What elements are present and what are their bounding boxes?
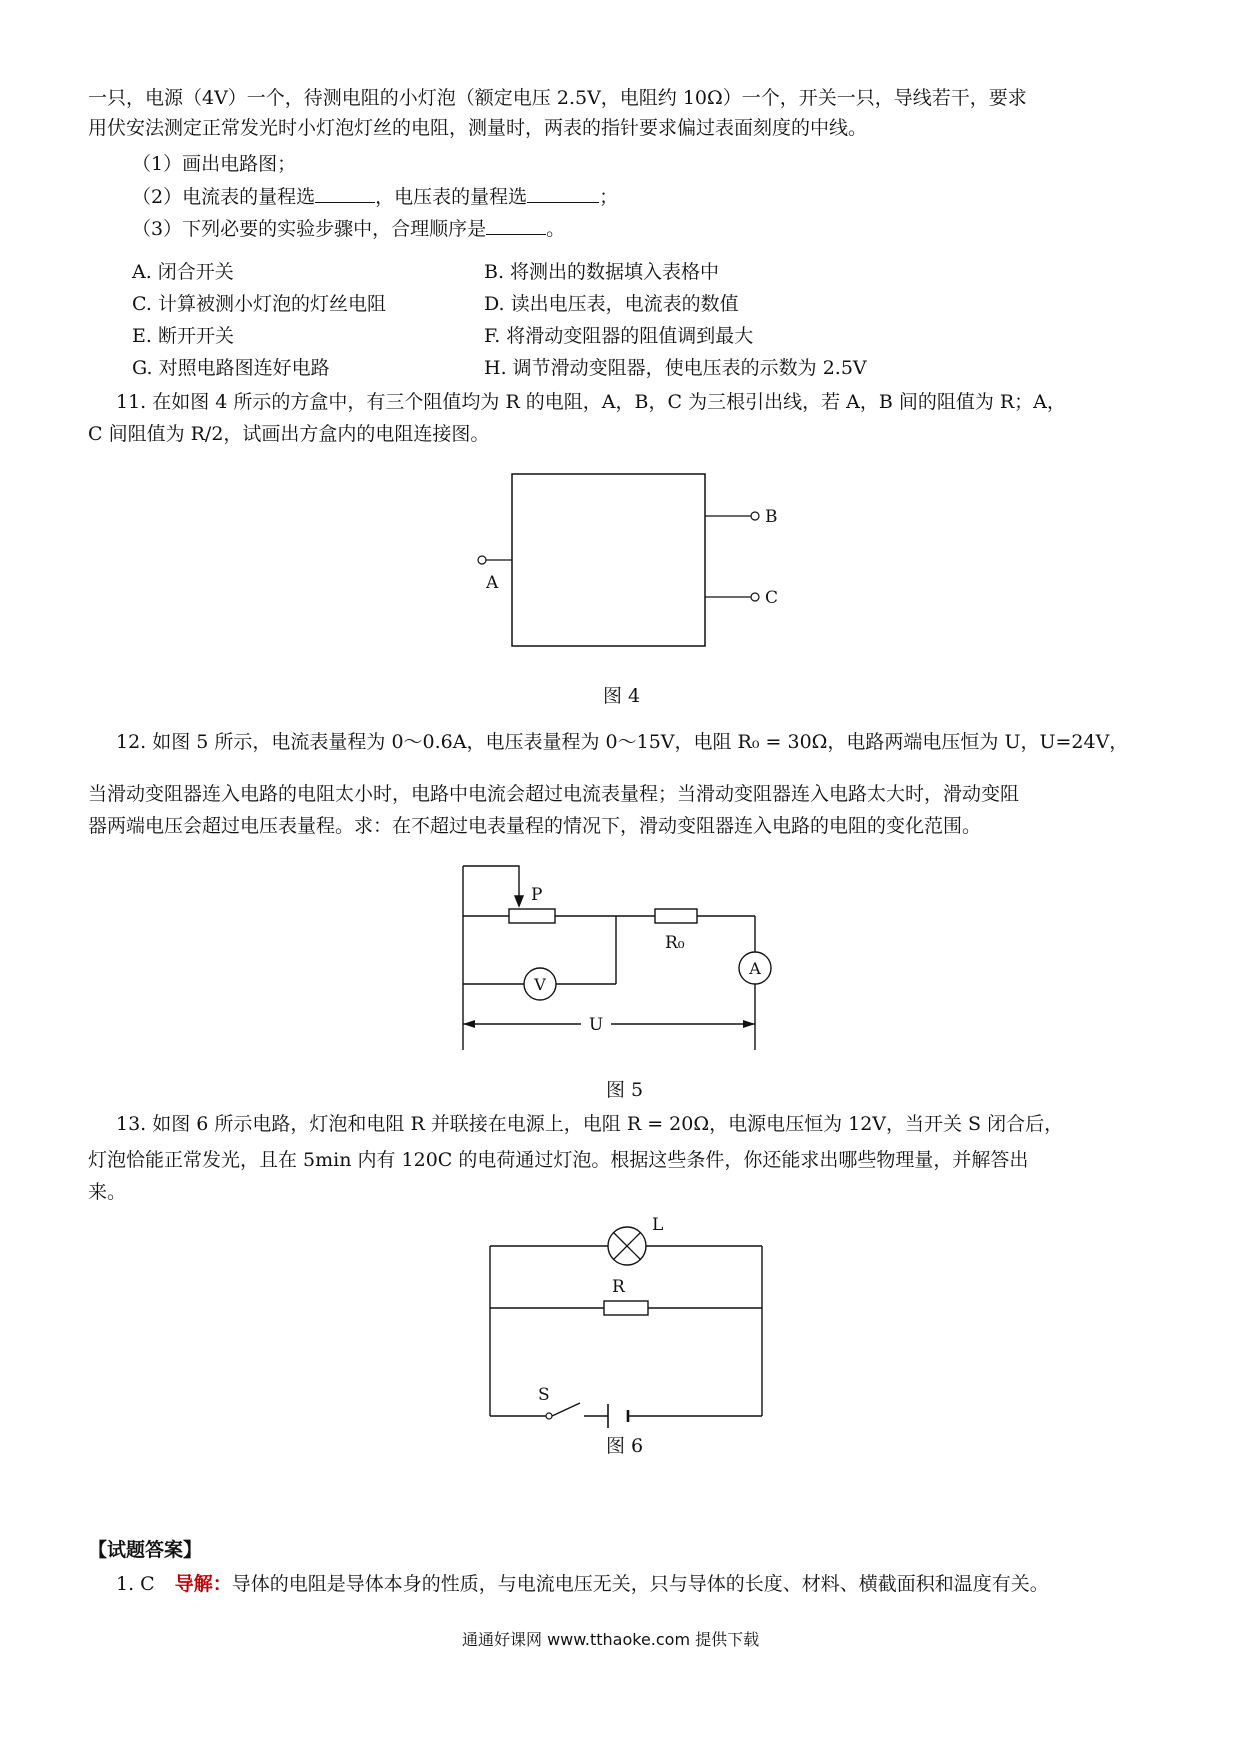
voltage-range-blank xyxy=(527,184,599,203)
answers-heading: 【试题答案】 xyxy=(88,1539,203,1561)
lamp xyxy=(608,1227,646,1265)
label-b: B xyxy=(765,507,778,527)
answer-1-tag: 导解： xyxy=(174,1573,232,1595)
answer-1 xyxy=(116,1572,1049,1596)
part-3-text-b: 。 xyxy=(546,218,566,240)
part-2-text-c: ； xyxy=(599,186,619,208)
figure-5 xyxy=(455,860,775,1060)
label-a: A xyxy=(749,959,761,978)
terminal-a xyxy=(478,556,486,564)
switch-pivot xyxy=(546,1413,552,1419)
step-b: B. 将测出的数据填入表格中 xyxy=(484,261,720,283)
order-blank xyxy=(486,216,546,235)
resistor-r0 xyxy=(655,909,697,923)
q12-line-3: 器两端电压会超过电压表量程。求：在不超过电表量程的情况下，滑动变阻器连入电路的电阻的变化范围。 xyxy=(88,815,982,837)
label-p: P xyxy=(531,885,543,905)
part-3 xyxy=(132,216,565,241)
terminal-c xyxy=(751,593,759,601)
current-range-blank xyxy=(315,184,375,203)
intro-line-2: 用伏安法测定正常发光时小灯泡灯丝的电阻，测量时，两表的指针要求偏过表面刻度的中线。 xyxy=(88,117,868,139)
step-c: C. 计算被测小灯泡的灯丝电阻 xyxy=(132,293,386,315)
footer: 通通好课网 www.tthaoke.com 提供下载 xyxy=(462,1630,760,1649)
step-a: A. 闭合开关 xyxy=(132,261,234,283)
label-r: R xyxy=(612,1277,625,1297)
figure-4-caption: 图 4 xyxy=(603,685,641,707)
figure-5-caption: 图 5 xyxy=(606,1079,644,1101)
part-2 xyxy=(132,184,618,209)
q12-line-2: 当滑动变阻器连入电路的电阻太小时，电路中电流会超过电流表量程；当滑动变阻器连入电路太大时，滑动变阻 xyxy=(88,783,1020,805)
part-3-text-a: （3）下列必要的实验步骤中，合理顺序是 xyxy=(132,218,487,240)
step-e: E. 断开开关 xyxy=(132,325,234,347)
label-l: L xyxy=(652,1215,664,1235)
figure-6 xyxy=(480,1210,780,1430)
answer-1-text: 导体的电阻是导体本身的性质，与电流电压无关，只与导体的长度、材料、横截面积和温度有关。 xyxy=(231,1573,1049,1595)
box xyxy=(512,474,705,646)
label-s: S xyxy=(538,1385,550,1405)
q12-line-1: 12. 如图 5 所示，电流表量程为 0～0.6A，电压表量程为 0～15V，电阻 R₀ = 30Ω，电路两端电压恒为 U，U=24V， xyxy=(116,731,1129,753)
q13-line-3: 来。 xyxy=(88,1181,127,1203)
part-2-text-b: ，电压表的量程选 xyxy=(375,186,528,208)
terminal-b xyxy=(751,512,759,520)
step-h: H. 调节滑动变阻器，使电压表的示数为 2.5V xyxy=(484,357,867,379)
intro-line-1: 一只，电源（4V）一个，待测电阻的小灯泡（额定电压 2.5V，电阻约 10Ω）一个，开关一只，导线若干，要求 xyxy=(88,87,1027,109)
label-a: A xyxy=(486,573,499,593)
label-u: U xyxy=(588,1015,604,1035)
figure-4 xyxy=(460,470,800,700)
q13-line-1: 13. 如图 6 所示电路，灯泡和电阻 R 并联接在电源上，电阻 R = 20Ω，电源电压恒为 12V，当开关 S 闭合后， xyxy=(116,1113,1064,1135)
step-g: G. 对照电路图连好电路 xyxy=(132,357,330,379)
u-arrow-right xyxy=(743,1020,755,1028)
q13-line-2: 灯泡恰能正常发光，且在 5min 内有 120C 的电荷通过灯泡。根据这些条件，你还能求出哪些物理量，并解答出 xyxy=(88,1149,1029,1171)
answer-1-number: 1. C xyxy=(116,1573,155,1595)
part-2-text-a: （2）电流表的量程选 xyxy=(132,186,316,208)
label-c: C xyxy=(765,588,779,608)
u-arrow-left xyxy=(463,1020,475,1028)
label-r0: R₀ xyxy=(665,933,685,953)
step-f: F. 将滑动变阻器的阻值调到最大 xyxy=(484,325,754,347)
figure-6-caption: 图 6 xyxy=(606,1435,644,1457)
step-d: D. 读出电压表，电流表的数值 xyxy=(484,293,739,315)
q11-line-2: C 间阻值为 R/2，试画出方盒内的电阻连接图。 xyxy=(88,423,490,445)
rheostat xyxy=(509,909,555,923)
q11-line-1: 11. 在如图 4 所示的方盒中，有三个阻值均为 R 的电阻，A，B，C 为三根引出线，若 A，B 间的阻值为 R；A， xyxy=(116,391,1066,413)
part-1: （1）画出电路图； xyxy=(132,153,297,175)
resistor-r xyxy=(604,1301,648,1315)
label-v: V xyxy=(534,975,546,994)
